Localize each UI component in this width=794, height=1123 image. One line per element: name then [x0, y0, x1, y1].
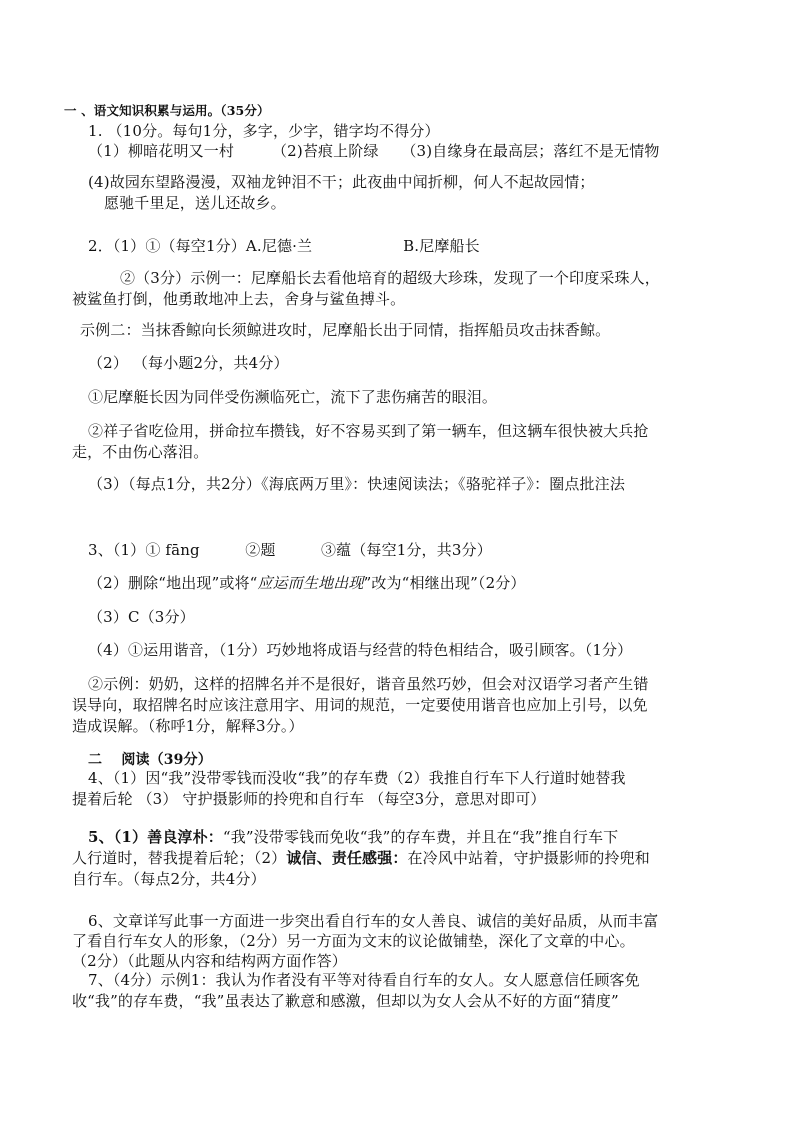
q3-line3: （3）C（3分） [88, 608, 195, 626]
q5-trait1-label: 5、（1）善良淳朴： [88, 828, 223, 846]
q2-line6: ①尼摩艇长因为同伴受伤濒临死亡，流下了悲伤痛苦的眼泪。 [88, 388, 498, 406]
q5-line1 [88, 827, 618, 847]
q5-line2-text-b: 在冷风中站着，守护摄影师的拎兜和 [407, 849, 650, 867]
q5-line2-text-a: 人行道时，替我提着后轮；（2） [72, 849, 287, 867]
q3-line5: ②示例：奶奶，这样的招牌名并不是很好，谐音虽然巧妙，但会对汉语学习者产生错 [88, 675, 649, 693]
q2-line9: （3）（每点1分，共2分）《海底两万里》：快速阅读法；《骆驼祥子》：圈点批注法 [88, 475, 625, 493]
q1-line3: (4)故园东望路漫漫，双袖龙钟泪不干；此夜曲中闻折柳，何人不起故园情； [88, 173, 595, 191]
q2-line1: 2．（1）①（每空1分）A.尼德·兰 B.尼摩船长 [88, 237, 480, 255]
q6-line1: 6、文章详写此事一方面进一步突出看自行车的女人善良、诚信的美好品质，从而丰富 [88, 912, 659, 930]
q3-line7: 造成误解。（称呼1分，解释3分。） [72, 717, 304, 735]
q4-line1: 4、（1）因“我”没带零钱而没收“我”的存车费（2）我推自行车下人行道时她替我 [88, 769, 626, 787]
q5-line1-text: “我”没带零钱而免收“我”的存车费，并且在“我”推自行车下 [222, 828, 619, 846]
q7-line2: 收“我”的存车费，“我”虽表达了歉意和感激，但却以为女人会从不好的方面“猜度” [72, 992, 619, 1010]
q5-trait2-label: 诚信、责任感强： [286, 849, 408, 867]
q5-line2 [72, 848, 650, 868]
q1-line1: 1. （10分。每句1分，多字，少字，错字均不得分） [88, 122, 440, 140]
q1-line2: （1）柳暗花明又一村 （2)苔痕上阶绿 （3)自缘身在最高层；落红不是无情物 [88, 142, 660, 160]
q2-line4: 示例二：当抹香鲸向长须鲸进攻时，尼摩船长出于同情，指挥船员攻击抹香鲸。 [80, 321, 611, 339]
q5-line3: 自行车。（每点2分，共4分） [72, 870, 266, 888]
q3-line2-quoted-phrase: 应运而生地出现 [257, 574, 364, 592]
q6-line2: 了看自行车女人的形象，（2分）另一方面为文末的议论做铺垫，深化了文章的中心。 [72, 932, 635, 950]
q2-line7: ②祥子省吃俭用，拼命拉车攒钱，好不容易买到了第一辆车，但这辆车很快被大兵抢 [88, 422, 649, 440]
q3-line4: （4）①运用谐音，（1分）巧妙地将成语与经营的特色相结合，吸引顾客。（1分） [88, 641, 633, 659]
q2-line2: ②（3分）示例一：尼摩船长去看他培育的超级大珍珠，发现了一个印度采珠人， [120, 269, 660, 287]
q6-line3: （2分）（此题从内容和结构两方面作答） [72, 952, 347, 970]
q2-line3: 被鲨鱼打倒，他勇敢地冲上去，舍身与鲨鱼搏斗。 [72, 290, 406, 308]
q3-line6: 误导向，取招牌名时应该注意用字、用词的规范，一定要使用谐音也应加上引号，以免 [72, 696, 648, 714]
q3-line2 [88, 573, 526, 593]
q7-line1: 7、（4分）示例1：我认为作者没有平等对待看自行车的女人。女人愿意信任顾客免 [88, 971, 640, 989]
q3-line2-part-c: ”改为“相继出现”（2分） [363, 574, 526, 592]
section1-heading: 一 、语文知识积累与运用。（35分） [64, 103, 270, 118]
q1-line4: 愿驰千里足，送儿还故乡。 [104, 194, 286, 212]
q2-line5: （2） （每小题2分，共4分） [88, 354, 289, 372]
q4-line2: 提着后轮 （3） 守护摄影师的拎兜和自行车 （每空3分，意思对即可） [72, 790, 546, 808]
q3-line2-part-a: （2）删除“地出现”或将“ [88, 574, 258, 592]
q3-line1: 3、（1）① fāng ②题 ③蕴（每空1分，共3分） [88, 541, 492, 559]
section2-heading: 二 阅读（39分） [88, 752, 212, 768]
q2-line8: 走，不由伤心落泪。 [72, 443, 209, 461]
